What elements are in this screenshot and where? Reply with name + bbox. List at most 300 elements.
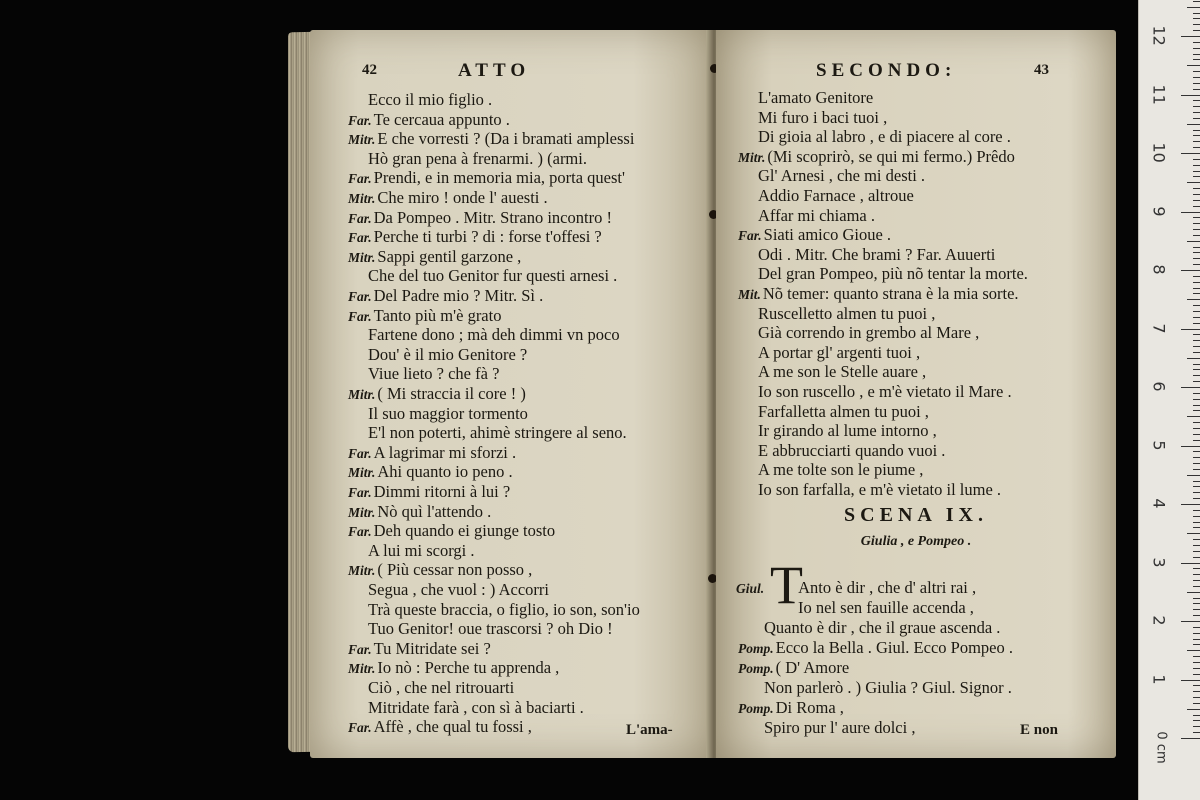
ruler-tick <box>1193 59 1200 60</box>
ruler-tick <box>1193 469 1200 470</box>
ruler-tick <box>1187 416 1200 417</box>
ruler-tick <box>1193 527 1200 528</box>
ruler-tick <box>1181 504 1200 505</box>
ruler-tick <box>1187 533 1200 534</box>
speaker-label: Mitr. <box>348 191 376 206</box>
verse-text: Ecco il mio figlio . <box>368 90 493 109</box>
verse-text: E'l non poterti, ahimè stringere al seno. <box>368 423 627 443</box>
text-line <box>348 443 516 464</box>
speaker-label: Mitr. <box>348 387 376 402</box>
verse-text: Da Pompeo . Mitr. Strano incontro ! <box>373 207 612 227</box>
ruler-tick <box>1193 18 1200 19</box>
ruler-tick <box>1193 30 1200 31</box>
verse-text: Anto è dir , che d' altri rai , <box>798 578 977 597</box>
verse-text: Dimmi ritorni à lui ? <box>373 482 511 501</box>
verse-text: ( Mi straccia il core ! ) <box>377 384 526 403</box>
verse-text: A me tolte son le piume , <box>758 460 924 480</box>
ruler-tick <box>1193 609 1200 610</box>
text-line <box>368 541 475 561</box>
verse-text: Mi furo i baci tuoi , <box>758 107 888 127</box>
verse-text: Del gran Pompeo, più nõ tentar la morte. <box>758 264 1028 284</box>
ruler-tick <box>1193 159 1200 160</box>
ruler-tick <box>1181 387 1200 388</box>
speaker-label: Mit. <box>738 287 761 302</box>
verse-text: Viue lieto ? che fà ? <box>368 364 500 384</box>
text-line <box>348 208 612 229</box>
ruler-tick <box>1187 709 1200 710</box>
verse-text: ( Più cessar non posso , <box>377 560 533 580</box>
ruler-number: 8 <box>1149 264 1169 275</box>
ruler-tick <box>1193 118 1200 119</box>
text-line <box>758 127 1011 147</box>
page-header-left: ATTO <box>458 60 531 81</box>
ruler-number: 9 <box>1149 205 1169 217</box>
speaker-label: Mitr. <box>348 132 376 148</box>
text-line <box>368 149 587 169</box>
text-line <box>348 639 491 660</box>
ruler-tick <box>1181 329 1200 330</box>
ruler-tick <box>1193 498 1200 499</box>
speaker-label: Far. <box>348 308 372 324</box>
verse-text: Io son ruscello , e m'è vietato il Mare . <box>758 382 1012 401</box>
ruler-tick <box>1193 697 1200 698</box>
speaker-label: Far. <box>738 228 762 244</box>
verse-text: Perche ti turbi ? di : forse t'offesi ? <box>373 227 602 247</box>
ruler-tick <box>1193 282 1200 283</box>
ruler-tick <box>1193 100 1200 101</box>
ruler-tick <box>1193 574 1200 575</box>
ruler-number: 7 <box>1149 322 1169 334</box>
text-line <box>764 618 1000 638</box>
ruler-tick <box>1187 650 1200 651</box>
ruler-tick <box>1193 662 1200 663</box>
speaker-label: Mitr. <box>738 149 766 165</box>
ruler-number: 1 <box>1149 673 1169 685</box>
ruler-tick <box>1193 668 1200 669</box>
text-line <box>368 90 492 110</box>
catchword-left: L'ama- <box>626 722 673 738</box>
ruler-tick <box>1193 305 1200 306</box>
ruler-tick <box>1193 147 1200 148</box>
ruler-tick <box>1193 171 1200 172</box>
open-book <box>288 14 1130 774</box>
text-line <box>348 717 532 738</box>
verse-text: Ecco la Bella . Giul. Ecco Pompeo . <box>775 638 1013 657</box>
text-line <box>348 286 543 307</box>
verse-text: Odi . Mitr. Che brami ? Far. Auuerti <box>758 244 996 264</box>
verse-text: Del Padre mio ? Mitr. Sì . <box>373 286 544 305</box>
ruler-tick <box>1193 352 1200 353</box>
ruler-tick <box>1193 551 1200 552</box>
speaker-label: Pomp. <box>738 661 774 676</box>
speaker-label: Giul. <box>736 581 765 596</box>
text-line <box>758 166 925 186</box>
verse-text: Che miro ! onde l' auesti . <box>377 188 548 207</box>
ruler-tick <box>1193 247 1200 248</box>
ruler-tick <box>1193 393 1200 394</box>
ruler-tick <box>1193 615 1200 616</box>
speaker-label: Mitr. <box>348 249 376 265</box>
measuring-ruler <box>1138 0 1200 800</box>
ruler-tick <box>1193 364 1200 365</box>
verse-text: Io nò : Perche tu apprenda , <box>377 658 560 678</box>
ruler-tick <box>1193 410 1200 411</box>
ruler-tick <box>1193 176 1200 177</box>
verse-text: Nõ temer: quanto strana è la mia sorte. <box>762 284 1019 303</box>
verse-text: Sappi gentil garzone , <box>377 246 522 266</box>
ruler-tick <box>1193 603 1200 604</box>
text-line <box>348 560 532 581</box>
ruler-tick <box>1193 54 1200 55</box>
verse-text: Ahi quanto io peno . <box>377 462 513 482</box>
text-line <box>758 441 945 461</box>
ruler-tick <box>1181 446 1200 447</box>
text-line <box>764 718 915 738</box>
verse-text: Gl' Arnesi , che mi desti . <box>758 166 926 186</box>
ruler-tick <box>1193 165 1200 166</box>
ruler-tick <box>1193 141 1200 142</box>
ruler-tick <box>1193 656 1200 657</box>
verse-text: Il suo maggior tormento <box>368 403 528 423</box>
ruler-tick <box>1193 568 1200 569</box>
verse-text: Quanto è dir , che il graue ascenda . <box>764 618 1001 637</box>
verse-text: Addio Farnace , altroue <box>758 186 914 205</box>
ruler-tick <box>1181 738 1200 739</box>
verse-text: Affar mi chiama . <box>758 205 875 225</box>
speaker-label: Far. <box>348 641 372 657</box>
ruler-tick <box>1193 481 1200 482</box>
ruler-tick <box>1193 715 1200 716</box>
scene-subtitle: Giulia , e Pompeo . <box>860 534 972 549</box>
ruler-tick <box>1193 334 1200 335</box>
ruler-tick <box>1193 217 1200 218</box>
text-line <box>758 108 887 128</box>
verse-text: Io son farfalla, e m'è vietato il lume . <box>758 480 1002 499</box>
verse-text: Hò gran pena à frenarmi. ) (armi. <box>368 148 587 168</box>
verse-text: Trà queste braccia, o figlio, io son, son'io <box>368 599 640 619</box>
ruler-tick <box>1193 77 1200 78</box>
verse-text: Ir girando al lume intorno , <box>758 421 937 441</box>
speaker-label: Far. <box>348 171 372 187</box>
ruler-tick <box>1193 200 1200 201</box>
speaker-label: Far. <box>348 445 372 461</box>
text-line <box>758 402 929 422</box>
ruler-tick <box>1193 223 1200 224</box>
verse-text: A lagrimar mi sforzi . <box>373 442 517 462</box>
ruler-tick <box>1193 586 1200 587</box>
ruler-tick <box>1187 358 1200 359</box>
text-line <box>368 364 499 384</box>
text-line <box>348 227 602 248</box>
left-page <box>310 30 714 758</box>
verse-text: Affè , che qual tu fossi , <box>373 717 532 737</box>
ruler-tick <box>1181 95 1200 96</box>
verse-text: Non parlerò . ) Giulia ? Giul. Signor . <box>764 678 1012 697</box>
text-line <box>368 698 584 718</box>
ruler-number: 2 <box>1149 615 1169 626</box>
ruler-tick <box>1193 428 1200 429</box>
text-line <box>758 304 935 324</box>
ruler-tick <box>1193 206 1200 207</box>
ruler-tick <box>1193 346 1200 347</box>
ruler-number: 10 <box>1149 142 1169 163</box>
ruler-tick <box>1193 112 1200 113</box>
text-line <box>758 460 923 480</box>
ruler-tick <box>1193 633 1200 634</box>
ruler-number: 6 <box>1149 381 1169 392</box>
speaker-label: Far. <box>348 289 372 304</box>
text-line <box>368 325 620 345</box>
text-line <box>758 421 937 441</box>
ruler-tick <box>1193 726 1200 727</box>
ruler-tick <box>1193 457 1200 458</box>
speaker-label: Mitr. <box>348 563 376 579</box>
speaker-label: Far. <box>348 524 372 540</box>
text-line <box>738 147 1015 168</box>
text-line <box>348 129 634 150</box>
text-line <box>348 168 625 189</box>
verse-text: E abbrucciarti quando vuoi . <box>758 440 946 460</box>
verse-text: Deh quando ei giunge tosto <box>373 521 556 541</box>
ruler-number: 4 <box>1149 498 1169 509</box>
ruler-tick <box>1187 299 1200 300</box>
text-line <box>758 480 1001 500</box>
verse-text: Di Roma , <box>775 698 844 717</box>
ruler-tick <box>1193 422 1200 423</box>
verse-text: Te cercaua appunto . <box>373 109 510 129</box>
text-line <box>348 462 513 483</box>
speaker-label: Mitr. <box>348 465 376 481</box>
text-line <box>368 619 613 639</box>
ruler-tick <box>1193 720 1200 721</box>
ruler-tick <box>1193 580 1200 581</box>
verse-text: Ciò , che nel ritrouarti <box>368 678 515 697</box>
ruler-tick <box>1193 106 1200 107</box>
text-line <box>348 502 491 523</box>
ruler-tick <box>1193 130 1200 131</box>
verse-text: A lui mi scorgi . <box>368 540 475 560</box>
ruler-tick <box>1193 258 1200 259</box>
ruler-tick <box>1193 691 1200 692</box>
ruler-tick <box>1193 510 1200 511</box>
text-line <box>348 384 526 405</box>
speaker-label: Far. <box>348 720 372 736</box>
ruler-number: 3 <box>1149 556 1169 568</box>
page-number-left: 42 <box>362 62 377 78</box>
ruler-tick <box>1193 381 1200 382</box>
right-page <box>716 30 1116 758</box>
ruler-tick <box>1187 7 1200 8</box>
ruler-tick <box>1193 42 1200 43</box>
text-line <box>368 580 549 600</box>
verse-text: Tanto più m'è grato <box>373 305 502 325</box>
ruler-tick <box>1193 229 1200 230</box>
verse-text: Siati amico Gioue . <box>763 225 892 245</box>
ruler-tick <box>1181 36 1200 37</box>
ruler-tick <box>1193 235 1200 236</box>
verse-text: Dou' è il mio Genitore ? <box>368 344 528 364</box>
text-line <box>738 638 1013 659</box>
scene-title: SCENA IX. <box>844 504 988 526</box>
speaker-label: Far. <box>348 230 372 246</box>
text-line <box>758 362 926 382</box>
text-line <box>758 382 1012 402</box>
speaker-label: Pomp. <box>738 641 774 656</box>
ruler-tick <box>1193 83 1200 84</box>
verse-text: Che del tuo Genitor fur questi arnesi . <box>368 266 618 286</box>
ruler-tick <box>1193 293 1200 294</box>
ruler-tick <box>1193 323 1200 324</box>
ruler-tick <box>1193 639 1200 640</box>
ruler-tick <box>1193 375 1200 376</box>
text-line <box>368 423 627 443</box>
verse-text: Tu Mitridate sei ? <box>373 638 491 658</box>
verse-text: Ruscelletto almen tu puoi , <box>758 303 936 323</box>
text-line <box>368 600 640 620</box>
verse-text: A portar gl' argenti tuoi , <box>758 342 921 362</box>
ruler-tick <box>1193 516 1200 517</box>
ruler-tick <box>1181 621 1200 622</box>
verse-text: Fartene dono ; mà deh dimmi vn poco <box>368 325 620 345</box>
page-number-right: 43 <box>1034 62 1049 78</box>
text-line <box>348 482 510 503</box>
text-line <box>758 186 914 206</box>
ruler-tick <box>1187 182 1200 183</box>
text-line <box>758 323 979 343</box>
verse-text: Spiro pur l' aure dolci , <box>764 718 916 737</box>
text-line <box>758 264 1028 284</box>
ruler-tick <box>1193 252 1200 253</box>
text-line <box>348 521 555 542</box>
text-line <box>738 698 844 719</box>
ruler-tick <box>1193 703 1200 704</box>
ruler-tick <box>1193 264 1200 265</box>
text-line <box>348 247 521 268</box>
speaker-label: Far. <box>348 485 372 500</box>
ruler-tick <box>1193 598 1200 599</box>
ruler-tick <box>1187 241 1200 242</box>
ruler-tick <box>1193 486 1200 487</box>
verse-text: Mitridate farà , con sì à baciarti . <box>368 697 584 717</box>
verse-text: Io nel sen fauille accenda , <box>798 598 974 617</box>
ruler-tick <box>1193 492 1200 493</box>
text-line <box>738 658 849 679</box>
ruler-tick <box>1193 1 1200 2</box>
ruler-tick <box>1193 440 1200 441</box>
ruler-tick <box>1193 369 1200 370</box>
page-header-right: SECONDO: <box>816 60 957 81</box>
ruler-tick <box>1181 563 1200 564</box>
ruler-tick <box>1193 644 1200 645</box>
verse-text: Tuo Genitor! oue trascorsi ? oh Dio ! <box>368 619 613 639</box>
speaker-label: Far. <box>348 112 372 128</box>
speaker-label: Mitr. <box>348 504 376 520</box>
ruler-tick <box>1193 522 1200 523</box>
ruler-tick <box>1193 545 1200 546</box>
text-line <box>368 678 514 698</box>
ruler-tick <box>1193 188 1200 189</box>
ruler-tick <box>1193 627 1200 628</box>
ruler-tick <box>1193 89 1200 90</box>
verse-text: A me son le Stelle auare , <box>758 362 927 382</box>
text-line <box>798 598 974 618</box>
verse-text: Prendi, e in memoria mia, porta quest' <box>373 168 625 188</box>
ruler-tick <box>1181 212 1200 213</box>
ruler-tick <box>1193 24 1200 25</box>
text-line <box>758 343 920 363</box>
ruler-tick <box>1193 405 1200 406</box>
ruler-tick <box>1193 463 1200 464</box>
ruler-tick <box>1193 674 1200 675</box>
ruler-tick <box>1193 732 1200 733</box>
ruler-tick <box>1181 153 1200 154</box>
ruler-tick <box>1193 276 1200 277</box>
ruler-tick <box>1193 71 1200 72</box>
ruler-unit-label: 0 cm <box>1153 731 1169 764</box>
ruler-tick <box>1193 685 1200 686</box>
text-line <box>758 206 875 226</box>
ruler-tick <box>1193 434 1200 435</box>
verse-text: Di gioia al labro , e di piacere al core . <box>758 127 1011 147</box>
ruler-tick <box>1187 124 1200 125</box>
ruler-tick <box>1187 592 1200 593</box>
verse-text: L'amato Genitore <box>758 88 874 107</box>
ruler-number: 5 <box>1149 439 1169 451</box>
ruler-tick <box>1193 451 1200 452</box>
text-line <box>738 284 1019 305</box>
ruler-tick <box>1193 194 1200 195</box>
text-line <box>348 110 510 131</box>
verse-text: Nò quì l'attendo . <box>377 501 492 521</box>
ruler-tick <box>1193 317 1200 318</box>
text-line <box>348 188 548 209</box>
ruler-tick <box>1193 311 1200 312</box>
ruler-tick <box>1193 288 1200 289</box>
ruler-tick <box>1193 399 1200 400</box>
ruler-number: 11 <box>1149 84 1169 105</box>
ruler-tick <box>1193 557 1200 558</box>
text-line <box>764 678 1012 698</box>
ruler-tick <box>1193 48 1200 49</box>
ruler-tick <box>1187 65 1200 66</box>
text-line <box>368 404 528 424</box>
verse-text: Segua , che vuol : ) Accorri <box>368 580 549 599</box>
speaker-label: Far. <box>348 210 372 226</box>
speaker-label: Mitr. <box>348 661 376 677</box>
speaker-label: Pomp. <box>738 701 774 716</box>
verse-text: Già correndo in grembo al Mare , <box>758 323 980 343</box>
ruler-tick <box>1193 135 1200 136</box>
catchword-right: E non <box>1020 722 1058 738</box>
text-line <box>348 306 501 327</box>
verse-text: ( D' Amore <box>775 658 850 677</box>
text-line <box>758 88 873 108</box>
ruler-tick <box>1193 539 1200 540</box>
verse-text: E che vorresti ? (Da i bramati amplessi <box>377 129 635 149</box>
ruler-tick <box>1181 270 1200 271</box>
text-line <box>736 578 976 599</box>
text-line <box>368 345 527 365</box>
drop-cap: T <box>770 555 803 615</box>
text-line <box>758 245 995 265</box>
ruler-tick <box>1181 680 1200 681</box>
verse-text: Farfalletta almen tu puoi , <box>758 401 929 421</box>
verse-text: (Mi scoprirò, se qui mi fermo.) Prêdo <box>767 146 1015 166</box>
ruler-tick <box>1193 340 1200 341</box>
text-line <box>368 266 617 286</box>
ruler-tick <box>1187 475 1200 476</box>
text-line <box>348 658 559 679</box>
